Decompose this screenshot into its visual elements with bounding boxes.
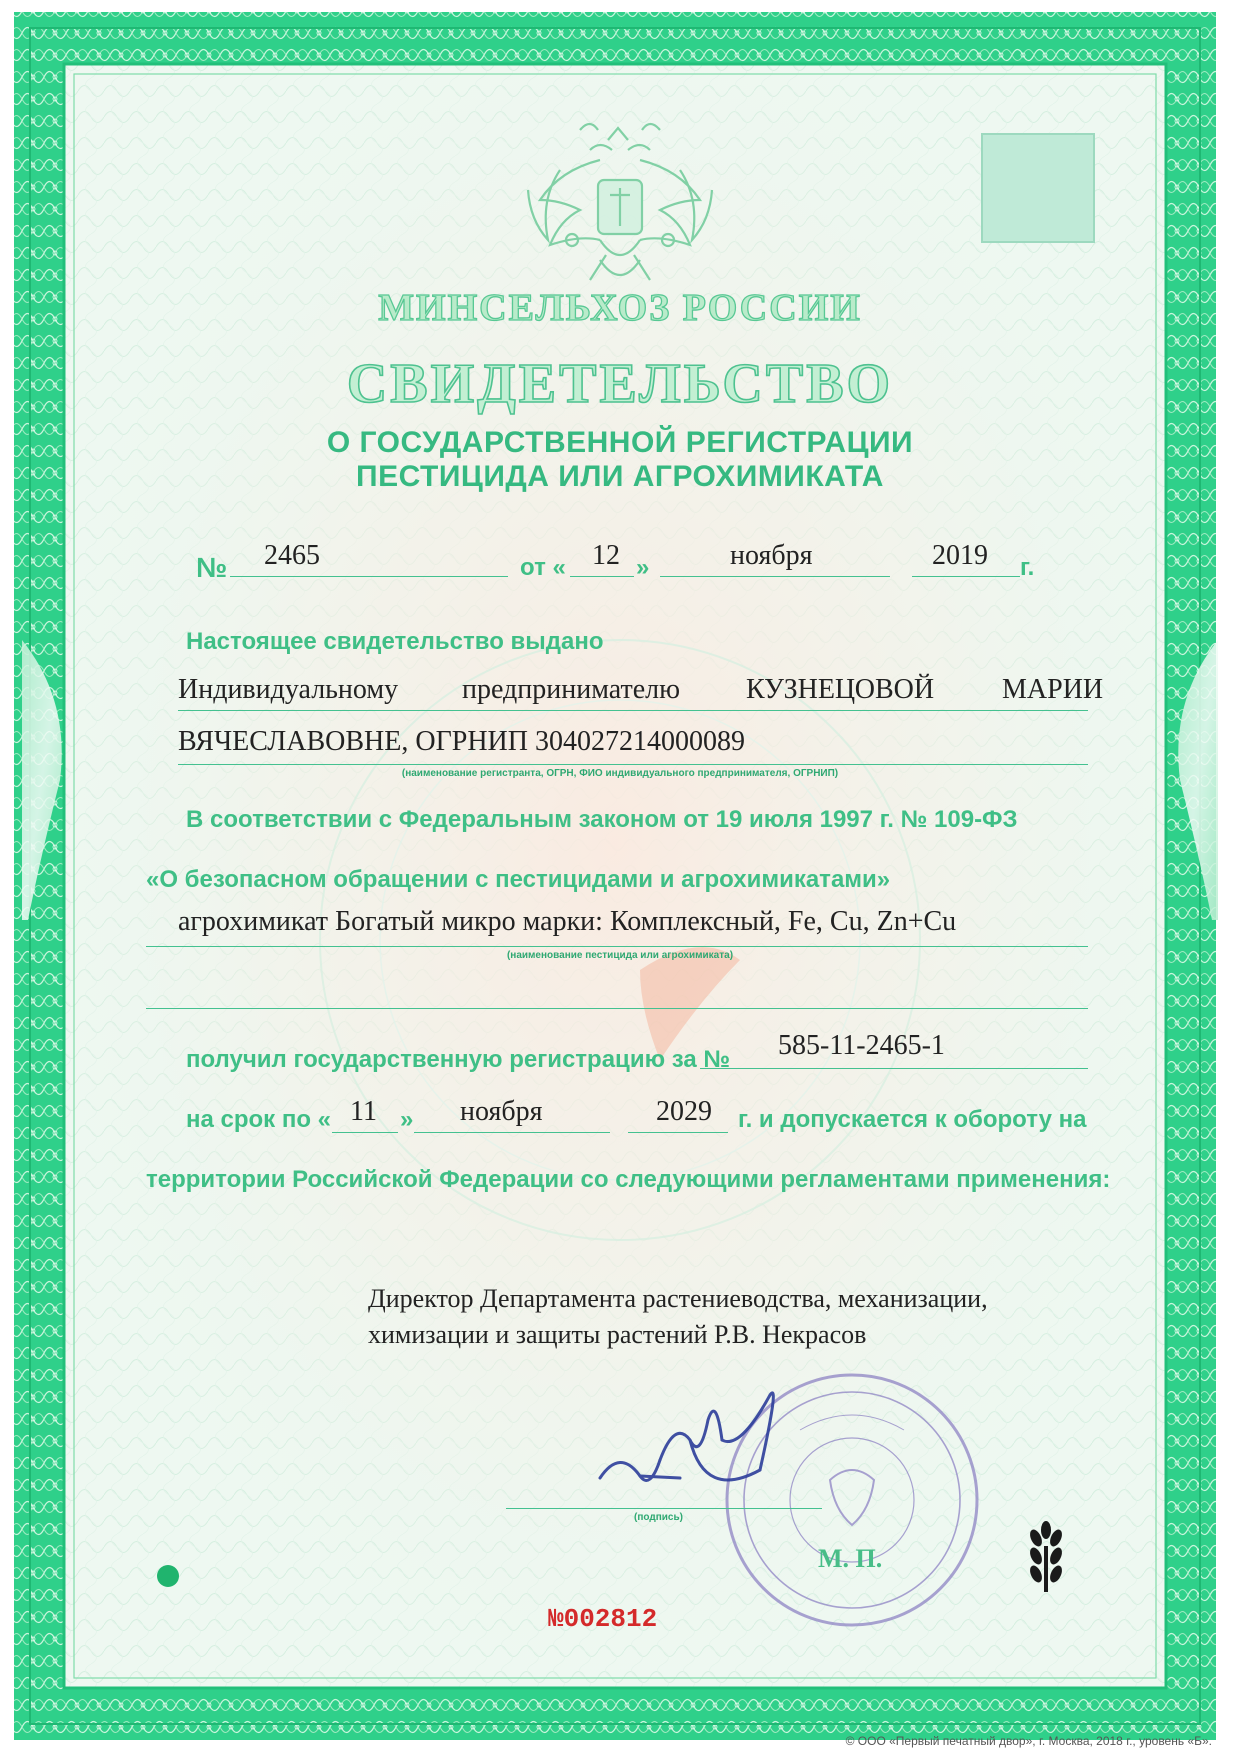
- hologram-square: [982, 134, 1094, 242]
- serial-number: №002812: [548, 1604, 658, 1634]
- year-suffix: г.: [1020, 554, 1035, 581]
- registration-number: 585-11-2465-1: [778, 1030, 945, 1061]
- product-name: агрохимикат Богатый микро марки: Комплексный, Fe, Cu, Zn+Cu: [178, 906, 957, 937]
- registrant-caption: (наименование регистранта, ОГРН, ФИО индивидуального предпринимателя, ОГРНИП): [401, 768, 839, 779]
- issued-to-label: Настоящее свидетельство выдано: [186, 628, 604, 655]
- subtitle-line-1: О ГОСУДАРСТВЕННОЙ РЕГИСТРАЦИИ: [326, 426, 914, 459]
- certificate-number: 2465: [264, 540, 320, 571]
- registrant-line-2: ВЯЧЕСЛАВОВНЕ, ОГРНИП 304027214000089: [178, 726, 745, 757]
- term-month: ноября: [460, 1096, 543, 1127]
- ministry-name: МИНСЕЛЬХОЗ РОССИИ: [378, 287, 862, 329]
- issue-day: 12: [592, 540, 620, 571]
- registrant-word-4: МАРИИ: [1002, 674, 1104, 705]
- law-line-1: В соответствии с Федеральным законом от 19 июля 1997 г. № 109-ФЗ: [186, 806, 1018, 833]
- seal-label: М. П.: [818, 1544, 883, 1573]
- law-line-2: «О безопасном обращении с пестицидами и агрохимикатами»: [146, 866, 891, 893]
- registration-label: получил государственную регистрацию за №: [186, 1046, 731, 1073]
- territory-line: территории Российской Федерации со следующими регламентами применения:: [146, 1166, 1111, 1193]
- registrant-word-2: предпринимателю: [462, 674, 681, 705]
- day-quote-close: »: [636, 554, 650, 581]
- subtitle-line-2: ПЕСТИЦИДА ИЛИ АГРОХИМИКАТА: [356, 460, 884, 493]
- registrant-word-3: КУЗНЕЦОВОЙ: [746, 674, 935, 705]
- registrant-word-1: Индивидуальному: [178, 674, 399, 705]
- certificate-title: СВИДЕТЕЛЬСТВО: [346, 353, 894, 415]
- term-year: 2029: [656, 1096, 712, 1127]
- issue-month: ноября: [730, 540, 813, 571]
- date-from-label: от «: [520, 554, 566, 581]
- term-suffix: г. и допускается к обороту на: [738, 1106, 1087, 1133]
- green-dot: [157, 1565, 179, 1587]
- number-label: №: [196, 552, 228, 583]
- signature-caption: (подпись): [634, 1512, 683, 1523]
- term-day: 11: [350, 1096, 377, 1127]
- signatory-line-2: химизации и защиты растений Р.В. Некрасов: [368, 1320, 867, 1349]
- product-caption: (наименование пестицида или агрохимиката): [506, 950, 734, 961]
- printer-imprint: © ООО «Первый печатный двор», г. Москва, 2018 г., уровень «Б».: [845, 1734, 1212, 1748]
- issue-year: 2019: [932, 540, 988, 571]
- signatory-line-1: Директор Департамента растениеводства, механизации,: [368, 1284, 988, 1313]
- term-quote-close: »: [400, 1106, 414, 1133]
- term-label: на срок по «: [186, 1106, 332, 1133]
